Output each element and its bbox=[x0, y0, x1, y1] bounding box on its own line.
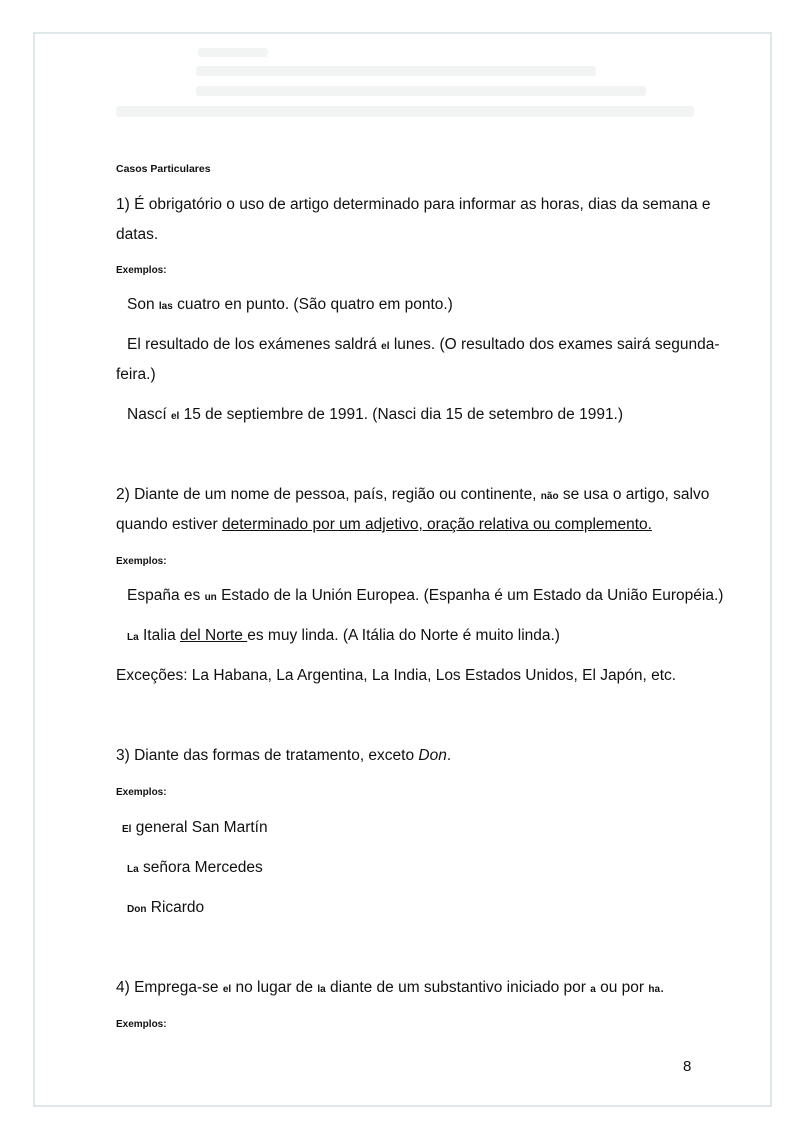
item1-examples-label: Exemplos: bbox=[116, 265, 167, 276]
item1-line2: datas. bbox=[116, 226, 159, 243]
item1-line1: 1) É obrigatório o uso de artigo determinado para informar as horas, dias da semana e bbox=[116, 196, 711, 213]
item2-example-1: España es un Estado de la Unión Europea. (Espanha é um Estado da União Européia.) bbox=[127, 587, 724, 604]
item3-examples-label: Exemplos: bbox=[116, 787, 167, 798]
faded-header-line bbox=[116, 106, 694, 117]
page-number: 8 bbox=[683, 1058, 692, 1075]
section-title: Casos Particulares bbox=[116, 163, 211, 175]
page-border bbox=[33, 32, 772, 1107]
item2-line2: quando estiver determinado por um adjetivo, oração relativa ou complemento. bbox=[116, 516, 652, 533]
item3-example-2: La señora Mercedes bbox=[127, 859, 263, 876]
item4-examples-label: Exemplos: bbox=[116, 1019, 167, 1030]
faded-header-line bbox=[198, 48, 268, 57]
item2-line1: 2) Diante de um nome de pessoa, país, região ou continente, não se usa o artigo, salvo bbox=[116, 486, 710, 503]
item4-line1: 4) Emprega-se el no lugar de la diante de um substantivo iniciado por a ou por ha. bbox=[116, 979, 665, 996]
faded-header-line bbox=[196, 86, 646, 96]
item1-example-2-cont: feira.) bbox=[116, 366, 156, 383]
item1-example-1: Son las cuatro en punto. (São quatro em ponto.) bbox=[127, 296, 453, 313]
item1-example-2: El resultado de los exámenes saldrá el lunes. (O resultado dos exames sairá segunda- bbox=[127, 336, 720, 353]
item2-examples-label: Exemplos: bbox=[116, 556, 167, 567]
faded-header-line bbox=[196, 66, 596, 76]
item3-example-1: El general San Martín bbox=[122, 819, 268, 836]
item2-example-2: La Italia del Norte es muy linda. (A Itália do Norte é muito linda.) bbox=[127, 627, 560, 644]
item2-exceptions: Exceções: La Habana, La Argentina, La India, Los Estados Unidos, El Japón, etc. bbox=[116, 667, 677, 684]
item3-line1: 3) Diante das formas de tratamento, exceto Don. bbox=[116, 747, 452, 764]
item1-example-3: Nascí el 15 de septiembre de 1991. (Nasci dia 15 de setembro de 1991.) bbox=[127, 406, 624, 423]
item3-example-3: Don Ricardo bbox=[127, 899, 205, 916]
